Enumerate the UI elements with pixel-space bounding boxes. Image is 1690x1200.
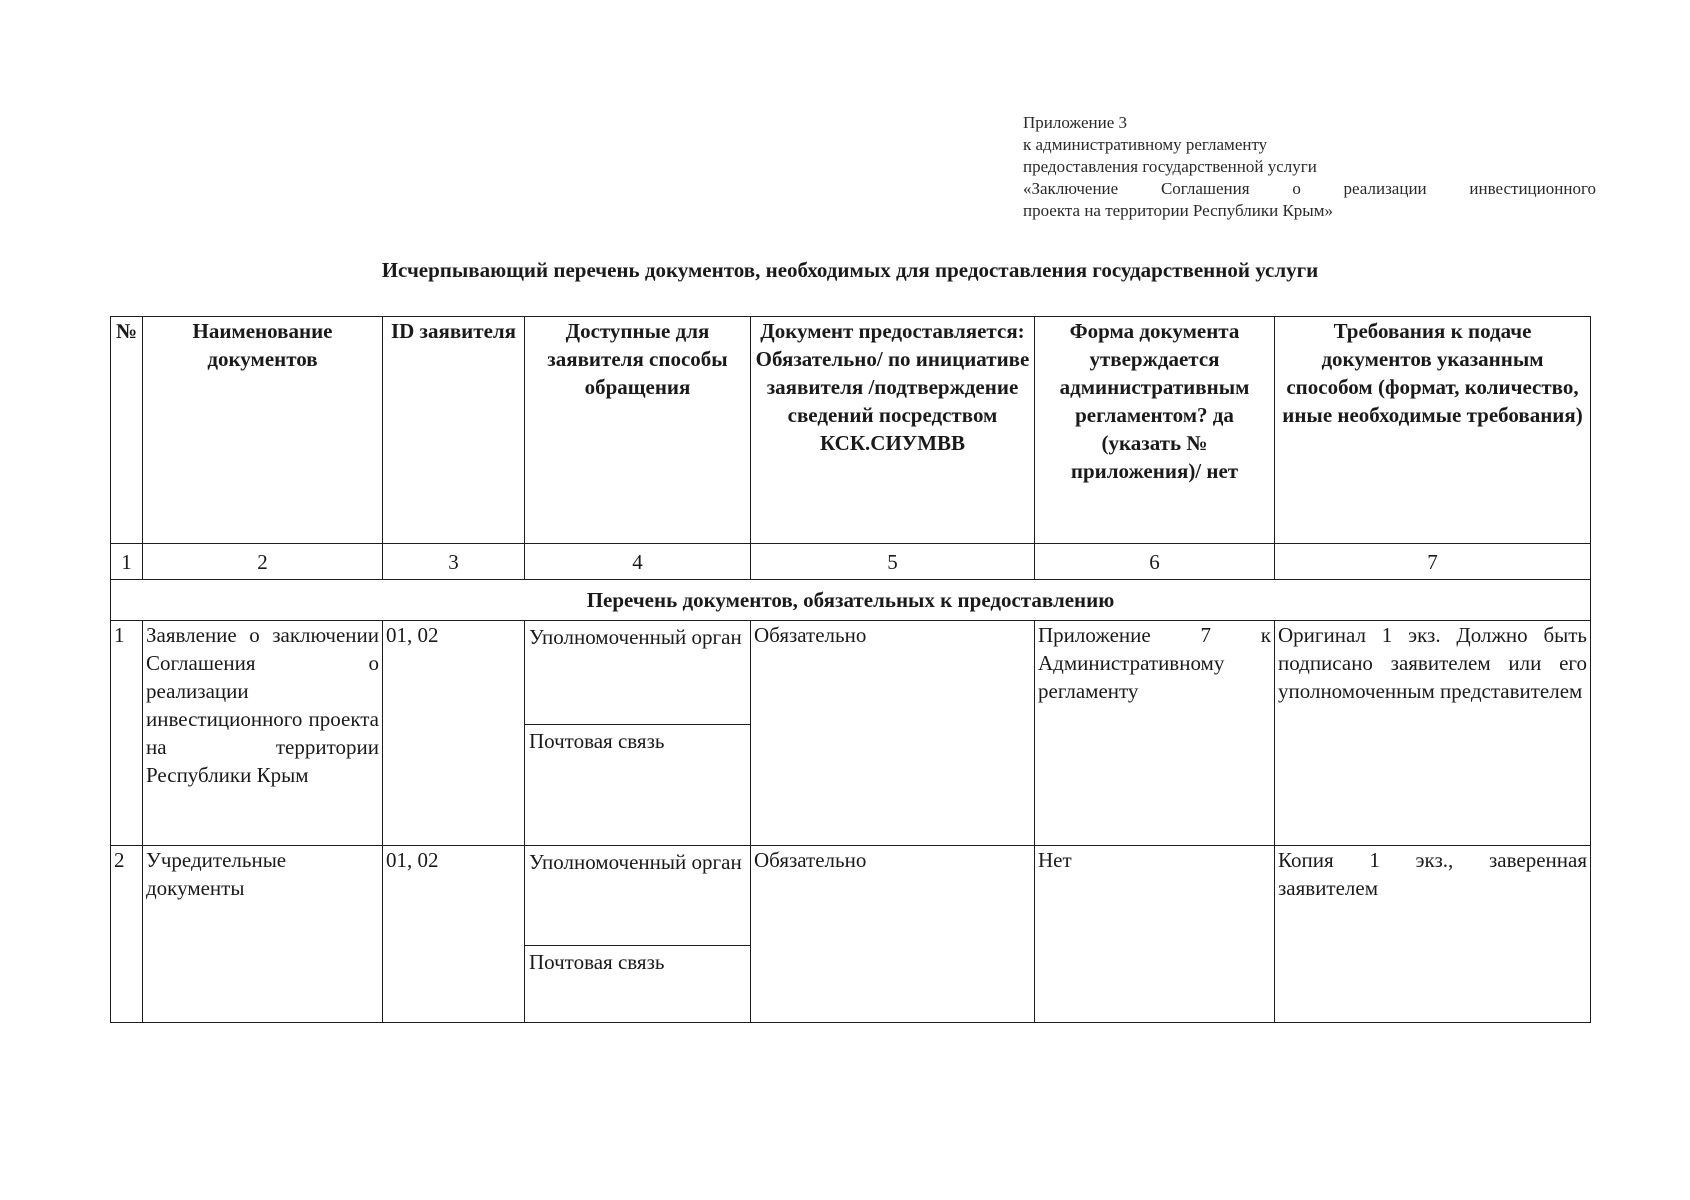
section-title: Перечень документов, обязательных к предоставлению xyxy=(111,580,1591,621)
column-number: 5 xyxy=(751,544,1035,580)
submission-methods xyxy=(525,621,751,846)
submission-requirements: Копия 1 экз., заверенная заявителем xyxy=(1275,846,1591,1023)
column-number: 7 xyxy=(1275,544,1591,580)
section-row xyxy=(111,580,1591,621)
column-number: 1 xyxy=(111,544,143,580)
applicant-id: 01, 02 xyxy=(383,621,525,846)
applicant-id: 01, 02 xyxy=(383,846,525,1023)
header-cell: Форма документа утверждается административным регламентом? да (указать № приложения)/ нет xyxy=(1035,317,1275,544)
document-title: Исчерпывающий перечень документов, необходимых для предоставления государственной услуги xyxy=(381,258,1319,282)
appendix-line: предоставления государственной услуги xyxy=(1023,157,1317,176)
appendix-line: «Заключение Соглашения о реализации инвестиционного xyxy=(1023,179,1596,198)
column-number: 3 xyxy=(383,544,525,580)
table-row xyxy=(111,621,1591,846)
header-cell: Доступные для заявителя способы обращения xyxy=(525,317,751,544)
header-cell: № xyxy=(111,317,143,544)
document-name: Учредительные документы xyxy=(143,846,383,1023)
method-item: Уполномоченный орган xyxy=(525,621,750,725)
table-row xyxy=(111,846,1591,1023)
form-approval: Приложение 7 к Административному регламенту xyxy=(1035,621,1275,846)
header-cell: ID заявителя xyxy=(383,317,525,544)
header-cell: Наименование документов xyxy=(143,317,383,544)
method-item: Почтовая связь xyxy=(529,950,665,974)
row-number: 1 xyxy=(111,621,143,846)
provision-type: Обязательно xyxy=(751,621,1035,846)
appendix-line: Приложение 3 xyxy=(1023,113,1127,132)
provision-type: Обязательно xyxy=(751,846,1035,1023)
column-number: 2 xyxy=(143,544,383,580)
column-number-row xyxy=(111,544,1591,580)
row-number: 2 xyxy=(111,846,143,1023)
appendix-note xyxy=(1023,112,1596,222)
column-number: 6 xyxy=(1035,544,1275,580)
appendix-line: к административному регламенту xyxy=(1023,135,1268,154)
appendix-line: проекта на территории Республики Крым» xyxy=(1023,201,1333,220)
method-item: Почтовая связь xyxy=(529,729,665,753)
column-number: 4 xyxy=(525,544,751,580)
document-name: Заявление о заключении Соглашения о реализации инвестиционного проекта на территории Республики Крым xyxy=(143,621,383,846)
table-header-row xyxy=(111,317,1591,544)
method-item: Уполномоченный орган xyxy=(525,846,750,946)
submission-methods xyxy=(525,846,751,1023)
documents-table xyxy=(110,316,1591,1023)
submission-requirements: Оригинал 1 экз. Должно быть подписано заявителем или его уполномоченным представителем xyxy=(1275,621,1591,846)
header-cell: Требования к подаче документов указанным способом (формат, количество, иные необходимые требования) xyxy=(1275,317,1591,544)
form-approval: Нет xyxy=(1035,846,1275,1023)
header-cell: Документ предоставляется: Обязательно/ по инициативе заявителя /подтверждение сведений посредством КСК.СИУМВВ xyxy=(751,317,1035,544)
